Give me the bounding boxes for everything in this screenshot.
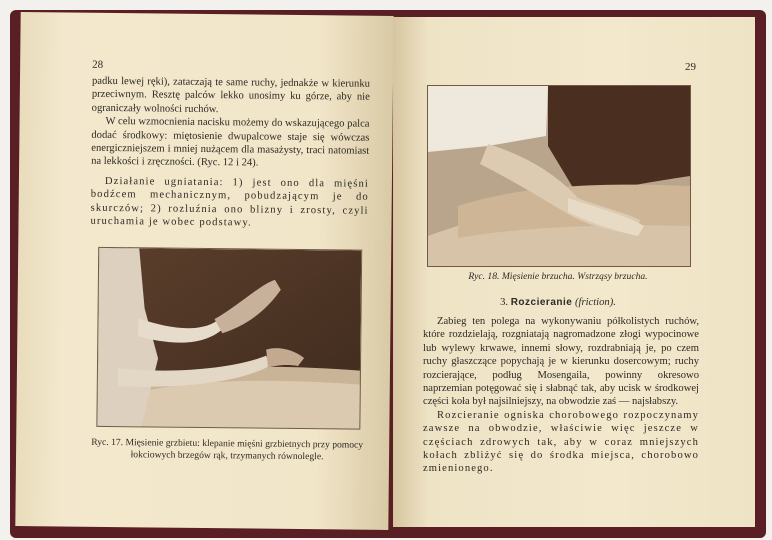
right-page-text: [423, 315, 699, 476]
right-page-number: 29: [685, 61, 696, 73]
right-paragraph-1: Zabieg ten polega na wykonywaniu półkolistych ruchów, które rozdzielają, rozgniatają nagromadzone złogi wypocinowe lub wylewy krwawe, innemi słowy, rozdrabniają je, po czem ruchy głaszczące popychają je w kierunku dosercowym; ruchy rozcierające, podług Mosengaila, powinny okresowo naprzemian potęgować się i słabnąć tak, aby ucisk w środkowej części koła był najsilniejszy, na obwodzie zaś — najsłabszy.: [423, 316, 699, 408]
left-paragraph-2: W celu wzmocnienia nacisku możemy do wskazującego palca dodać środkowy: miętosienie dwupalcowe staje się wówczas energiczniejszem i mniej nużącem dla masażysty, traci natomiast na lekkości i zręczności. (Ryc. 12 i 24).: [91, 116, 370, 169]
figure-17-photo: [96, 247, 362, 430]
left-paragraph-3: Działanie ugniatania: 1) jest ono dla mięśni bodźcem mechanicznym, pobudzającym je do skurczów; 2) rozluźnia ono blizny i zrosty, czyli uruchamia je wobec podstawy.: [90, 175, 369, 229]
left-page: [15, 12, 393, 530]
left-paragraph-1: padku lewej ręki), zataczają te same ruchy, jednakże w kierunku przeciwnym. Resztę palców lekko unosimy ku górze, aby nie ograniczały wolności ruchów.: [91, 75, 371, 115]
left-page-text: [90, 75, 370, 231]
section-heading: [423, 297, 693, 308]
figure-17-caption: Ryc. 17. Mięsienie grzbietu: klepanie mięśni grzbietnych przy pomocy łokciowych brzegów rąk, trzymanych równolegle.: [91, 436, 364, 463]
section-number: 3.: [500, 297, 509, 308]
left-page-number: 28: [92, 58, 104, 71]
section-title: Rozcieranie: [510, 297, 573, 308]
right-page: [393, 17, 755, 527]
figure-18-photo: [427, 85, 691, 267]
figure-18-caption: Ryc. 18. Mięsienie brzucha. Wstrząsy brzucha.: [468, 271, 648, 282]
right-paragraph-2: Rozcieranie ogniska chorobowego rozpoczynamy zawsze na obwodzie, właściwie więc jeszcze w częściach zdrowych tak, aby w coraz mniejszych kołach zbliżyć się do środka miejsca, chorobowo zmienionego.: [423, 409, 699, 475]
section-subtitle: (friction).: [575, 297, 616, 308]
